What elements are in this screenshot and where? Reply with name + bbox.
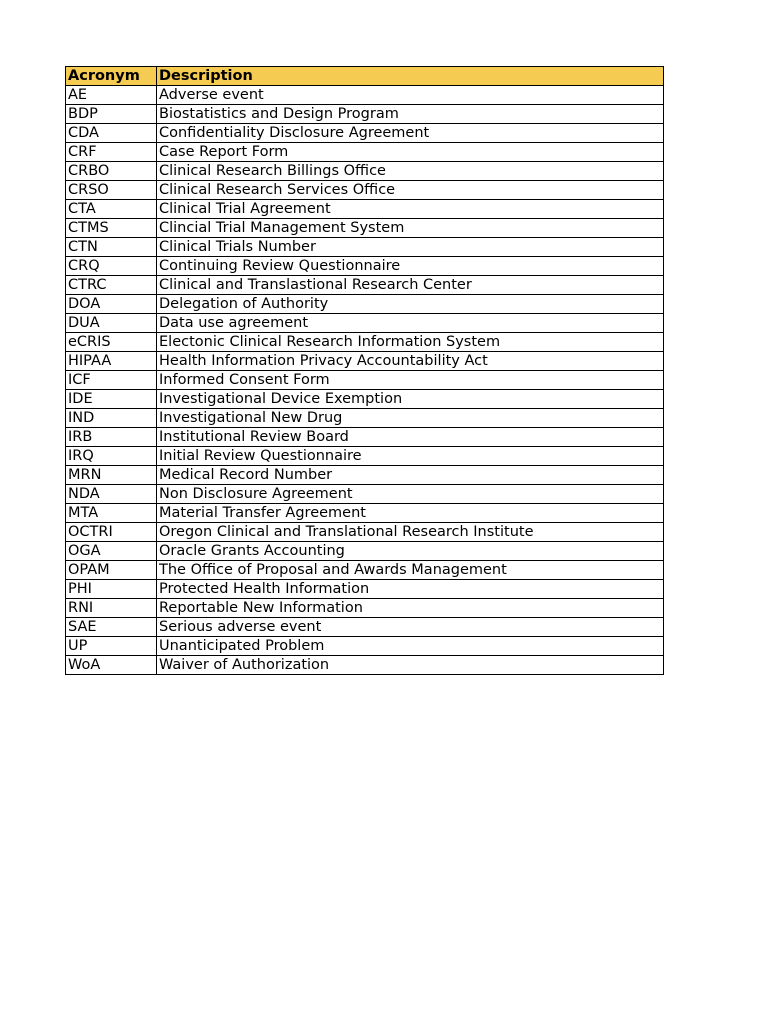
table-row xyxy=(66,333,664,352)
acronym-cell: OCTRI xyxy=(66,523,157,542)
table-row xyxy=(66,314,664,333)
table-row xyxy=(66,257,664,276)
description-cell: Non Disclosure Agreement xyxy=(157,485,664,504)
table-row xyxy=(66,409,664,428)
description-cell: The Office of Proposal and Awards Management xyxy=(157,561,664,580)
table-row xyxy=(66,219,664,238)
description-cell: Clinical Research Services Office xyxy=(157,181,664,200)
description-cell: Oregon Clinical and Translational Research Institute xyxy=(157,523,664,542)
table-row xyxy=(66,466,664,485)
acronym-cell: CTA xyxy=(66,200,157,219)
acronym-cell: eCRIS xyxy=(66,333,157,352)
table-row xyxy=(66,200,664,219)
table-row xyxy=(66,238,664,257)
description-cell: Protected Health Information xyxy=(157,580,664,599)
acronym-cell: SAE xyxy=(66,618,157,637)
description-cell: Oracle Grants Accounting xyxy=(157,542,664,561)
acronym-cell: CTMS xyxy=(66,219,157,238)
table-row xyxy=(66,143,664,162)
acronym-cell: MRN xyxy=(66,466,157,485)
acronym-cell: CRBO xyxy=(66,162,157,181)
table-row xyxy=(66,447,664,466)
description-cell: Delegation of Authority xyxy=(157,295,664,314)
table-row xyxy=(66,295,664,314)
acronym-column-header: Acronym xyxy=(66,67,157,86)
acronym-cell: MTA xyxy=(66,504,157,523)
table-row xyxy=(66,523,664,542)
acronym-cell: PHI xyxy=(66,580,157,599)
acronym-cell: IDE xyxy=(66,390,157,409)
description-cell: Investigational Device Exemption xyxy=(157,390,664,409)
table-header-row xyxy=(66,67,664,86)
table-row xyxy=(66,371,664,390)
acronym-cell: BDP xyxy=(66,105,157,124)
acronym-cell: OPAM xyxy=(66,561,157,580)
acronym-cell: NDA xyxy=(66,485,157,504)
table-row xyxy=(66,618,664,637)
description-cell: Case Report Form xyxy=(157,143,664,162)
description-cell: Clinical Research Billings Office xyxy=(157,162,664,181)
acronym-table xyxy=(65,66,664,675)
description-cell: Unanticipated Problem xyxy=(157,637,664,656)
table-row xyxy=(66,162,664,181)
acronym-cell: AE xyxy=(66,86,157,105)
acronym-cell: CRF xyxy=(66,143,157,162)
acronym-cell: DUA xyxy=(66,314,157,333)
table-row xyxy=(66,181,664,200)
description-cell: Investigational New Drug xyxy=(157,409,664,428)
acronym-cell: WoA xyxy=(66,656,157,675)
description-cell: Electonic Clinical Research Information System xyxy=(157,333,664,352)
description-cell: Reportable New Information xyxy=(157,599,664,618)
description-cell: Clinical and Translastional Research Center xyxy=(157,276,664,295)
acronym-cell: IRQ xyxy=(66,447,157,466)
description-cell: Serious adverse event xyxy=(157,618,664,637)
description-cell: Informed Consent Form xyxy=(157,371,664,390)
table-row xyxy=(66,580,664,599)
acronym-cell: CTN xyxy=(66,238,157,257)
table-row xyxy=(66,485,664,504)
acronym-table-body xyxy=(66,86,664,675)
description-cell: Continuing Review Questionnaire xyxy=(157,257,664,276)
table-row xyxy=(66,428,664,447)
acronym-cell: ICF xyxy=(66,371,157,390)
table-row xyxy=(66,276,664,295)
acronym-cell: CRSO xyxy=(66,181,157,200)
table-row xyxy=(66,504,664,523)
acronym-cell: IRB xyxy=(66,428,157,447)
table-row xyxy=(66,105,664,124)
acronym-sheet xyxy=(65,66,663,675)
acronym-cell: OGA xyxy=(66,542,157,561)
table-row xyxy=(66,352,664,371)
description-cell: Medical Record Number xyxy=(157,466,664,485)
table-row xyxy=(66,124,664,143)
description-cell: Adverse event xyxy=(157,86,664,105)
acronym-cell: CDA xyxy=(66,124,157,143)
description-cell: Waiver of Authorization xyxy=(157,656,664,675)
description-cell: Material Transfer Agreement xyxy=(157,504,664,523)
description-column-header: Description xyxy=(157,67,664,86)
description-cell: Institutional Review Board xyxy=(157,428,664,447)
description-cell: Clinical Trials Number xyxy=(157,238,664,257)
table-row xyxy=(66,561,664,580)
acronym-cell: UP xyxy=(66,637,157,656)
acronym-cell: CTRC xyxy=(66,276,157,295)
description-cell: Clincial Trial Management System xyxy=(157,219,664,238)
description-cell: Data use agreement xyxy=(157,314,664,333)
description-cell: Biostatistics and Design Program xyxy=(157,105,664,124)
description-cell: Clinical Trial Agreement xyxy=(157,200,664,219)
table-row xyxy=(66,542,664,561)
table-row xyxy=(66,637,664,656)
acronym-cell: DOA xyxy=(66,295,157,314)
table-row xyxy=(66,390,664,409)
acronym-cell: CRQ xyxy=(66,257,157,276)
table-row xyxy=(66,599,664,618)
acronym-cell: RNI xyxy=(66,599,157,618)
acronym-cell: HIPAA xyxy=(66,352,157,371)
table-row xyxy=(66,86,664,105)
description-cell: Health Information Privacy Accountability Act xyxy=(157,352,664,371)
table-row xyxy=(66,656,664,675)
acronym-cell: IND xyxy=(66,409,157,428)
description-cell: Confidentiality Disclosure Agreement xyxy=(157,124,664,143)
description-cell: Initial Review Questionnaire xyxy=(157,447,664,466)
